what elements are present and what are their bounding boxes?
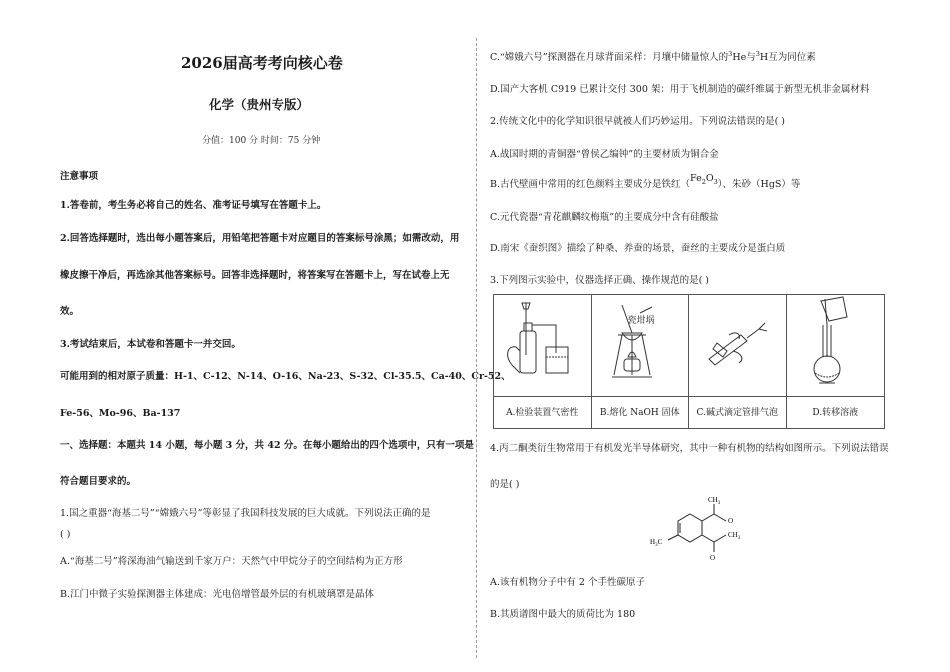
atomic-masses-line2: Fe-56、Mo-96、Ba-137 bbox=[60, 408, 181, 419]
section-heading-line1: 一、选择题：本题共 14 小题，每小题 3 分，共 42 分。在每小题给出的四个选项中，只有一项是 bbox=[60, 440, 474, 451]
question-2-option-c: C.元代瓷器“青花麒麟纹梅瓶”的主要成分中含有硅酸盐 bbox=[490, 212, 719, 223]
question-2-option-a: A.战国时期的青铜器“曾侯乙编钟”的主要材质为铜合金 bbox=[490, 149, 719, 160]
experiment-cell-a bbox=[494, 295, 592, 428]
question-2-stem: 2.传统文化中的化学知识很早就被人们巧妙运用。下列说法错误的是( ) bbox=[490, 116, 785, 127]
column-divider bbox=[476, 38, 477, 658]
question-1-option-c: C.“嫦娥六号”探测器在月球背面采样：月壤中储量惊人的$^3$He与$^3$H互为同位素 bbox=[490, 49, 816, 63]
question-1-option-d: D.国产大客机 C919 已累计交付 300 架：用于飞机制造的碳纤维属于新型无机非金属材料 bbox=[490, 84, 870, 95]
experiment-cell-c bbox=[689, 295, 787, 428]
question-2-option-d: D.南宋《蚕织图》描绘了种桑、养蚕的场景，蚕丝的主要成分是蛋白质 bbox=[490, 243, 786, 254]
question-2-option-b: B.古代壁画中常用的红色颜料主要成分是铁红$(Fe_2O_3)$、朱砂（HgS）等 bbox=[490, 173, 801, 190]
question-4-stem: 4.丙二酮类衍生物常用于有机发光半导体研究，其中一种有机物的结构如图所示。下列说法错误 bbox=[490, 443, 889, 454]
notice-1: 1.答卷前，考生务必将自己的姓名、准考证号填写在答题卡上。 bbox=[60, 200, 327, 211]
experiment-label-a: A.检验装置气密性 bbox=[506, 408, 579, 418]
experiment-figure-table bbox=[493, 294, 885, 429]
question-1-option-b: B.江门中微子实验探测器主体建成：光电倍增管最外层的有机玻璃罩是晶体 bbox=[60, 589, 375, 600]
exam-subtitle: 化学（贵州专版） bbox=[209, 97, 310, 112]
question-1-paren: ( ) bbox=[60, 529, 71, 540]
burette-bubble-illustration bbox=[689, 295, 787, 395]
notice-3: 3.考试结束后，本试卷和答题卡一并交回。 bbox=[60, 339, 241, 350]
experiment-cell-b bbox=[592, 295, 690, 428]
experiment-cell-d bbox=[787, 295, 885, 428]
notice-2-line3: 效。 bbox=[60, 306, 80, 317]
section-heading-line2: 符合题目要求的。 bbox=[60, 476, 137, 487]
crucible-label: 瓷坩埚 bbox=[627, 316, 655, 326]
question-4-paren: 的是( ) bbox=[490, 479, 520, 490]
solution-transfer-illustration bbox=[787, 295, 885, 395]
atomic-masses-line1: 可能用到的相对原子质量：H-1、C-12、N-14、O-16、Na-23、S-32、Cl-35.5、Ca-40、Cr-52、 bbox=[60, 371, 511, 382]
molecule-structure-diagram bbox=[640, 494, 750, 564]
question-3-stem: 3.下列图示实验中，仪器选择正确、操作规范的是( ) bbox=[490, 275, 709, 286]
svg-text:CH3: $CH_3$ bbox=[728, 531, 741, 541]
question-4-option-a: A.该有机物分子中有 2 个手性碳原子 bbox=[490, 577, 645, 588]
notice-heading: 注意事项 bbox=[60, 171, 99, 182]
svg-text:O: O bbox=[710, 554, 716, 562]
svg-text:O: O bbox=[728, 517, 734, 525]
experiment-label-c: C.碱式滴定管排气泡 bbox=[696, 408, 778, 418]
exam-title: 2026届高考考向核心卷 bbox=[181, 54, 343, 72]
experiment-label-b: B.熔化 NaOH 固体 bbox=[599, 408, 680, 418]
notice-2-line2: 橡皮擦干净后，再选涂其他答案标号。回答非选择题时，将答案写在答题卡上，写在试卷上无 bbox=[60, 270, 450, 281]
experiment-label-d: D.转移溶液 bbox=[812, 408, 859, 418]
svg-text:CH3: $CH_3$ bbox=[708, 496, 721, 506]
question-4-option-b: B.其质谱图中最大的质荷比为 180 bbox=[490, 609, 636, 620]
question-1-option-a: A.“海基二号”将深海油气输送到千家万户：天然气中甲烷分子的空间结构为正方形 bbox=[60, 556, 403, 567]
svg-text:H3C: $H_3C$ bbox=[650, 538, 663, 548]
notice-2-line1: 2.回答选择题时，选出每小题答案后，用铅笔把答题卡对应题目的答案标号涂黑；如需改动，用 bbox=[60, 233, 460, 244]
score-time: 分值：100 分 时间：75 分钟 bbox=[202, 136, 321, 146]
question-1-stem: 1.国之重器“海基二号”“嫦娥六号”等彰显了我国科技发展的巨大成就。下列说法正确的是 bbox=[60, 508, 431, 519]
airtightness-apparatus-illustration bbox=[494, 295, 592, 395]
crucible-heating-illustration bbox=[592, 295, 690, 395]
